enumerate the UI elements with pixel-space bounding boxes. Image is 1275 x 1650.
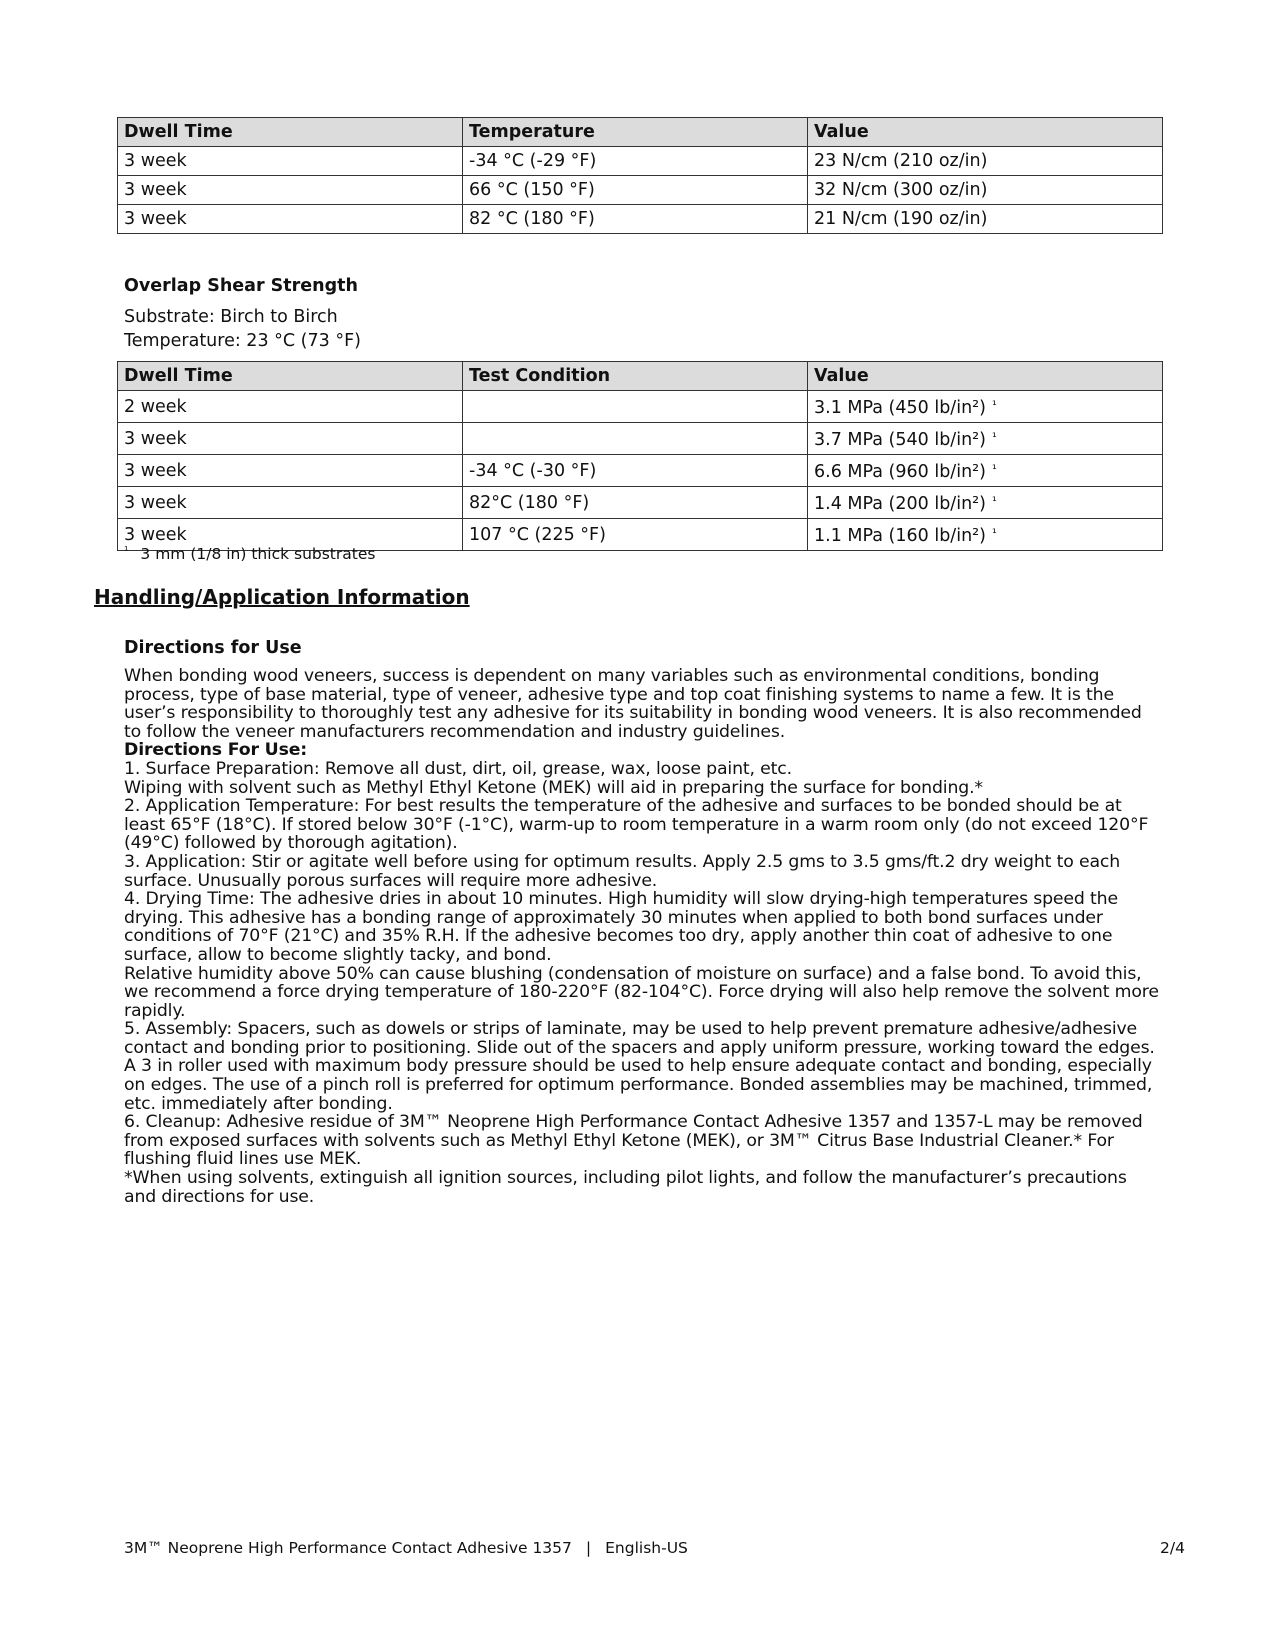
table-header-row bbox=[118, 118, 1163, 147]
table-row bbox=[118, 455, 1163, 487]
footnote-text: 3 mm (1/8 in) thick substrates bbox=[140, 545, 376, 563]
footnote-reference: ¹ bbox=[992, 398, 997, 412]
table-row bbox=[118, 423, 1163, 455]
step-application: 3. Application: Stir or agitate well before using for optimum results. Apply 2.5 gms to 3.5 gms/ft.2 dry weight to each surface. Unusually porous surfaces will require more adhesive. bbox=[124, 851, 1121, 891]
step-humidity-note: Relative humidity above 50% can cause blushing (condensation of moisture on surface) and a false bond. To avoid this, we recommend a force drying temperature of 180-220°F (82-104°C). Force drying will also help remove the solvent more rapidly. bbox=[124, 963, 1159, 1021]
column-header-dwell-time: Dwell Time bbox=[118, 362, 463, 391]
substrate-label: Substrate: Birch to Birch bbox=[124, 307, 338, 327]
dwell-time-cell: 3 week bbox=[118, 205, 463, 234]
temperature-cell: 66 °C (150 °F) bbox=[463, 176, 808, 205]
footer-language: English-US bbox=[605, 1539, 688, 1557]
step-drying-time: 4. Drying Time: The adhesive dries in about 10 minutes. High humidity will slow drying-high temperatures speed the drying. This adhesive has a bonding range of approximately 30 minutes when applied to both bond surfaces under conditions of 70°F (21°C) and 35% R.H. If the adhesive becomes too dry, apply another thin coat of adhesive to one surface, allow to become slightly tacky, and bond. bbox=[124, 889, 1118, 965]
value-cell bbox=[808, 423, 1163, 455]
directions-subtitle: Directions For Use: bbox=[124, 740, 308, 761]
table-row bbox=[118, 176, 1163, 205]
page-footer bbox=[124, 1539, 688, 1557]
footnote-reference: ¹ bbox=[992, 526, 997, 540]
dwell-temperature-table bbox=[117, 117, 1163, 234]
dwell-time-cell: 3 week bbox=[118, 519, 463, 551]
temperature-label: Temperature: 23 °C (73 °F) bbox=[124, 331, 361, 351]
step-application-temperature: 2. Application Temperature: For best results the temperature of the adhesive and surfaces to be bonded should be at least 65°F (18°C). If stored below 30°F (-1°C), warm-up to room temperature in a warm room only (do not exceed 120°F (49°C) followed by thorough agitation). bbox=[124, 796, 1149, 854]
directions-title: Directions for Use bbox=[124, 638, 302, 658]
overlap-shear-title: Overlap Shear Strength bbox=[124, 276, 358, 296]
value-cell: 23 N/cm (210 oz/in) bbox=[808, 147, 1163, 176]
table-row bbox=[118, 205, 1163, 234]
solvent-safety-note: *When using solvents, extinguish all ignition sources, including pilot lights, and follow the manufacturer’s precautions and directions for use. bbox=[124, 1168, 1127, 1207]
column-header-test-condition: Test Condition bbox=[463, 362, 808, 391]
table-row bbox=[118, 487, 1163, 519]
dwell-time-cell: 3 week bbox=[118, 423, 463, 455]
value-text: 1.1 MPa (160 lb/in²) bbox=[814, 526, 987, 546]
footnote-mark: ¹ bbox=[124, 544, 129, 557]
test-condition-cell bbox=[463, 423, 808, 455]
value-cell bbox=[808, 487, 1163, 519]
dwell-time-cell: 3 week bbox=[118, 147, 463, 176]
step-assembly: 5. Assembly: Spacers, such as dowels or strips of laminate, may be used to help prevent premature adhesive/adhesive contact and bonding prior to positioning. Slide out of the spacers and apply uniform pressure, working toward the edges. A 3 in roller used with maximum body pressure should be used to help ensure adequate contact and bonding, especially on edges. The use of a pinch roll is preferred for optimum performance. Bonded assemblies may be machined, trimmed, etc. immediately after bonding. bbox=[124, 1019, 1155, 1114]
value-cell: 32 N/cm (300 oz/in) bbox=[808, 176, 1163, 205]
value-cell: 21 N/cm (190 oz/in) bbox=[808, 205, 1163, 234]
column-header-temperature: Temperature bbox=[463, 118, 808, 147]
footer-product-name: 3M™ Neoprene High Performance Contact Adhesive 1357 bbox=[124, 1539, 572, 1557]
value-text: 3.7 MPa (540 lb/in²) bbox=[814, 430, 987, 450]
footnote-reference: ¹ bbox=[992, 494, 997, 508]
table-footnote bbox=[124, 544, 375, 563]
test-condition-cell: 82°C (180 °F) bbox=[463, 487, 808, 519]
intro-paragraph: When bonding wood veneers, success is dependent on many variables such as environmental conditions, bonding process, type of base material, type of veneer, adhesive type and top coat finishing systems to name a few. It is the user’s responsibility to thoroughly test any adhesive for its suitability in bonding wood veneers. It is also recommended to follow the veneer manufacturers recommendation and industry guidelines. bbox=[124, 666, 1142, 742]
test-condition-cell: 107 °C (225 °F) bbox=[463, 519, 808, 551]
table-header-row bbox=[118, 362, 1163, 391]
step-cleanup: 6. Cleanup: Adhesive residue of 3M™ Neoprene High Performance Contact Adhesive 1357 and 1357-L may be removed from exposed surfaces with solvents such as Methyl Ethyl Ketone (MEK), or 3M™ Citrus Base Industrial Cleaner.* For flushing fluid lines use MEK. bbox=[124, 1112, 1143, 1170]
dwell-time-cell: 2 week bbox=[118, 391, 463, 423]
test-condition-cell bbox=[463, 391, 808, 423]
dwell-time-cell: 3 week bbox=[118, 455, 463, 487]
overlap-shear-table bbox=[117, 361, 1163, 551]
table-row bbox=[118, 147, 1163, 176]
footer-separator: | bbox=[585, 1539, 592, 1557]
value-text: 3.1 MPa (450 lb/in²) bbox=[814, 398, 987, 418]
column-header-value: Value bbox=[808, 362, 1163, 391]
footnote-reference: ¹ bbox=[992, 462, 997, 476]
table-row bbox=[118, 391, 1163, 423]
step-surface-preparation: 1. Surface Preparation: Remove all dust, dirt, oil, grease, wax, loose paint, etc. bbox=[124, 758, 792, 779]
temperature-cell: -34 °C (-29 °F) bbox=[463, 147, 808, 176]
column-header-value: Value bbox=[808, 118, 1163, 147]
dwell-time-cell: 3 week bbox=[118, 487, 463, 519]
directions-body bbox=[124, 667, 1164, 1206]
value-text: 6.6 MPa (960 lb/in²) bbox=[814, 462, 987, 482]
test-condition-cell: -34 °C (-30 °F) bbox=[463, 455, 808, 487]
dwell-time-cell: 3 week bbox=[118, 176, 463, 205]
page-number: 2/4 bbox=[1160, 1539, 1185, 1557]
temperature-cell: 82 °C (180 °F) bbox=[463, 205, 808, 234]
value-cell bbox=[808, 519, 1163, 551]
section-heading-handling: Handling/Application Information bbox=[94, 585, 470, 609]
value-cell bbox=[808, 391, 1163, 423]
value-text: 1.4 MPa (200 lb/in²) bbox=[814, 494, 987, 514]
column-header-dwell-time: Dwell Time bbox=[118, 118, 463, 147]
step-solvent-note: Wiping with solvent such as Methyl Ethyl Ketone (MEK) will aid in preparing the surface for bonding.* bbox=[124, 777, 983, 798]
footnote-reference: ¹ bbox=[992, 430, 997, 444]
value-cell bbox=[808, 455, 1163, 487]
